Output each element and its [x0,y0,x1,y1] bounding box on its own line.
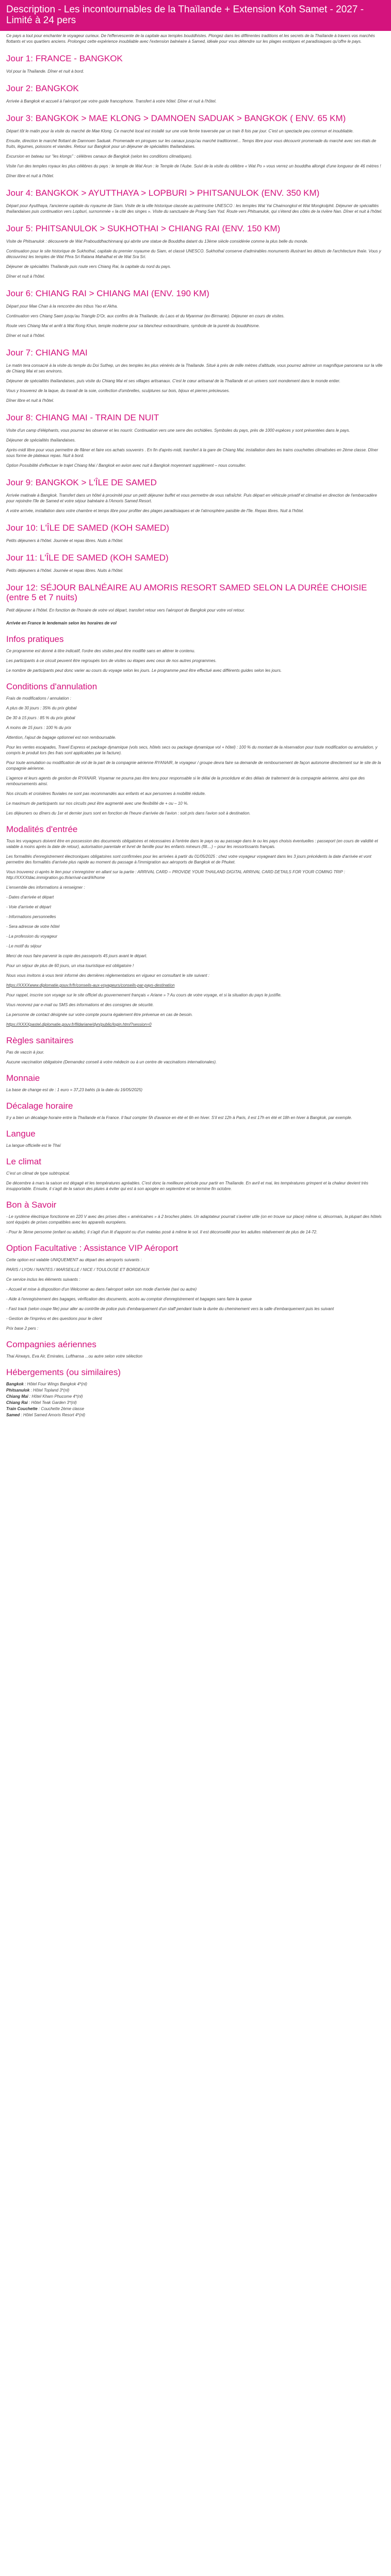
hotel-city: Bangkok [6,1382,24,1386]
day-paragraph: Continuation pour le site historique de Sukhothaï, capitale du premier royaume du Siam, et classé UNESCO. Sukhothaï conserve d'admirables monuments illustrant les débuts de l'architecture thaïe. Vous y découvrirez les temples de Wat Phra Sri Ratana Mahathat et de Wat Sra Sri. [6,249,381,259]
hotels-list [6,1381,385,1418]
day-paragraph: Vol pour la Thaïlande. Dîner et nuit à bord. [6,69,84,74]
arrival-note: Arrivée en France le lendemain selon les horaires de vol [6,621,117,625]
hotel-row [6,1381,385,1387]
section-title: Décalage horaire [6,1101,73,1111]
external-link[interactable]: https://XXXXwww.diplomatie.gouv.fr/fr/conseils-aux-voyageurs/conseils-par-pays-destination [6,983,175,988]
section-paragraph: - Informations personnelles [6,914,56,919]
day-paragraph: Arrivée à Bangkok et accueil à l'aéroport par votre guide francophone. Transfert à votre hôtel. Dîner et nuit à l'hôtel. [6,99,217,104]
info-sections [6,634,385,1359]
content [0,33,391,1418]
day-paragraph: Déjeuner de spécialités Thaïlande puis route vers Chiang Rai, la capitale du nord du pays. [6,264,171,269]
hotel-city: Samed [6,1413,20,1417]
day-paragraph: Petits déjeuners à l'hôtel. Journée et repas libres. Nuits à l'hôtel. [6,568,124,573]
day-title: Jour 10: L'ÎLE DE SAMED (KOH SAMED) [6,523,169,533]
day-paragraph: Arrivée matinale à Bangkok. Transfert dans un hôtel à proximité pour un petit déjeuner buffet et vous permettre de vous rafraîchir. Puis départ en véhicule privatif et climatisé en direction de l'embarcadère pour rejoindre l'île de Samed et votre séjour balnéaire à l'Amoris Samed Resort. [6,493,377,503]
section-paragraph: - Accueil et mise à disposition d'un Welcomer au dans l'aéroport selon son mode d'arrivée (taxi ou autre) [6,1287,197,1292]
hotel-city: Phitsanulok [6,1388,30,1393]
external-link[interactable]: https://XXXXpastel.diplomatie.gouv.fr/fildariane/dyn/public/login.html?session=0 [6,1022,152,1027]
day-paragraph: Déjeuner de spécialités thaïlandaises, puis visite du Chiang Mai et ses villages artisanaux. C'est le cœur artisanal de la Thaïlande et un univers sont mondement dans le monde entier. [6,379,340,383]
section-paragraph: - La profession du voyageur [6,934,58,939]
itinerary [6,54,385,613]
day-paragraph: Visite l'un des temples royaux les plus célèbres du pays : le temple de Wat Arun : le Temple de l'Aube. Suivi de la visite du célèbre « Wat Po » vous verrez un bouddha allongé d'une longueur de 46 mètres ! [6,164,381,168]
day-title: Jour 8: CHIANG MAI - TRAIN DE NUIT [6,413,159,422]
day-paragraph: Dîner libre et nuit à l'hôtel. [6,174,54,178]
section-title: Compagnies aériennes [6,1340,96,1349]
day-title: Jour 9: BANGKOK > L'ÎLE DE SAMED [6,478,157,487]
hotels-title: Hébergements (ou similaires) [6,1367,121,1377]
day-paragraph: Excursion en bateau sur "les klongs" : célèbres canaux de Bangkok (selon les conditions climatiques). [6,154,192,159]
day-paragraph: Petits déjeuners à l'hôtel. Journée et repas libres. Nuits à l'hôtel. [6,538,124,543]
hotel-city: Chiang Mai [6,1394,28,1399]
section-paragraph: - Le système électrique fonctionne en 220 V avec des prises dites « américaines » à 2 broches plates. Un adaptateur pourrait s'avérer utile (on en trouve sur place) même si, désormais, la plupart des hôtels sont équipés de prises compatibles avec les appareils européens. [6,1214,382,1225]
section-paragraph: Merci de nous faire parvenir la copie des passeports 45 jours avant le départ. [6,954,148,958]
hotel-row [6,1406,385,1412]
section-paragraph: - Aide à l'enregistrement des bagages, vérification des documents, accès au comptoir d'enregistrement et bagages sans faire la queue [6,1297,252,1301]
day-paragraph: Visite de Phitsanulok : découverte de Wat Prabouddhachinnaraj qui abrite une statue de Bouddha datant du 13ème siècle considérée comme la plus belle du monde. [6,239,308,244]
day-paragraph: Vous y trouverez de la laque, du travail de la soie, confection d'ombrelles, sculptures sur bois, bijoux et pierres précieuses. [6,388,230,393]
section-title: Règles sanitaires [6,1036,74,1045]
section-title: Conditions d'annulation [6,682,97,691]
section-paragraph: Ce programme est donné à titre indicatif, l'ordre des visites peut être modifié sans en altérer le contenu. [6,649,196,653]
section-paragraph: Frais de modifications / annulation : [6,696,71,701]
day-title: Jour 5: PHITSANULOK > SUKHOTHAI > CHIANG RAI (ENV. 150 KM) [6,224,281,233]
day-title: Jour 7: CHIANG MAI [6,348,88,358]
section-title: Le climat [6,1157,42,1166]
section-paragraph: Pour rappel, inscrire son voyage sur le site officiel du gouvernement français « Ariane » ? Au cours de votre voyage, et si la situation du pays le justifie. [6,993,282,997]
hotel-separator: : [28,1394,32,1399]
day-paragraph: Ensuite, direction le marché flottant de Damnoen Saduak. Promenade en pirogues sur les canaux jusqu'au marché traditionnel... Temps libre pour vous découvrir promenade du marché avec ses étals de fruits, légumes, poissons et viandes. Retour sur Bangkok pour un déjeuner de spécialités thaïlandaises. [6,139,377,149]
section-paragraph: L'agence et leurs agents de gestion de RYANAIR. Voyamar ne pourra pas être tenu pour responsable si le délai de la procédure et des délais de traitement de la compagnie aérienne, ainsi que des remboursements ainsi. [6,776,365,786]
section-paragraph: Thai Airways, Eva Air, Emirates, Lufthansa ...ou autre selon votre sélection [6,1354,142,1359]
hotel-row [6,1394,385,1400]
section-paragraph: C'est un climat de type subtropical. [6,1171,70,1176]
section-paragraph: Pas de vaccin à jour. [6,1050,44,1055]
section-paragraph: - Fast track (selon coupe file) pour aller au contrôle de police puis d'embarquement d'un staff pendant toute la durée du cheminement vers la salle d'embarquement puis les suivant [6,1307,334,1311]
section-paragraph: De décembre à mars la saison est dégagé et les températures agréables. C'est donc la meilleure période pour partir en Thaïlande. En avril et mai, les températures grimpent et la chaleur devient très insupportable. Ensuite, il s'agit de la saison des pluies à éviter qui est à son apogée en septembre et se termine fin octobre. [6,1181,368,1191]
section-paragraph: Le maximum de participants sur nos circuits peut être augmenté avec une flexibilité de + ou – 10 %. [6,801,189,806]
section-paragraph: La base de change est de : 1 euro = 37,23 bahts (à la date du 16/05/2025) [6,1088,142,1092]
day-title: Jour 6: CHIANG RAI > CHIANG MAI (ENV. 190 KM) [6,289,209,298]
section-title: Bon à Savoir [6,1200,57,1210]
section-paragraph: Cette option est valable UNIQUEMENT au départ des aéroports suivants : [6,1258,142,1262]
section-paragraph: - Gestion de l'imprévu et des questions pour le client [6,1316,102,1321]
hotel-separator: : [37,1406,41,1411]
day-paragraph: Dîner et nuit à l'hôtel. [6,333,45,338]
section-paragraph: Les participants à ce circuit peuvent être regroupés lors de visites ou étapes avec ceux de nos autres programmes. [6,658,217,663]
section-paragraph: Les formalités d'enregistrement électroniques obligatoires sont confirmées pour les arrivées à partir du 01/05/2025 : chez votre voyageur voyageant dans les 3 jours précédents la date d'arrivée et vont permettre des formalités d'arrivée plus rapide au moment du passage à l'immigration aux aéroports de Bangkok et de Phuket. [6,854,371,865]
section-paragraph: Pour un séjour de plus de 60 jours, un visa touristique est obligatoire ! [6,963,134,968]
day-title: Jour 4: BANGKOK > AYUTTHAYA > LOPBURI > PHITSANULOK (ENV. 350 KM) [6,188,320,198]
day-paragraph: Départ tôt le matin pour la visite du marché de Mae Klong. Ce marché local est installé sur une voie ferrée traversée par un train 8 fois par jour. C'est un spectacle peu commun et inoubliable. [6,129,354,133]
day-title: Jour 12: SÉJOUR BALNÉAIRE AU AMORIS RESORT SAMED SELON LA DURÉE CHOISIE (entre 5 et 7 nuits) [6,583,367,602]
day-title: Jour 1: FRANCE - BANGKOK [6,54,123,63]
section-paragraph: Il y a bien un décalage horaire entre la Thaïlande et la France. Il faut compter 5h d'avance en été et 6h en hiver. S'il est 12h à Paris, il est 17h en été et 18h en hiver à Bangkok, par exemple. [6,1115,352,1120]
section-title: Modalités d'entrée [6,824,78,834]
page-title: Description - Les incontournables de la Thaïlande + Extension Koh Samet - 2027 - Limité à 24 pers [0,0,391,31]
section-paragraph: Ce service inclus les éléments suivants : [6,1277,80,1282]
section-paragraph: Pour toute annulation ou modification de vol de la part de la compagnie aérienne RYANAIR, le voyageur / groupe devra faire sa demande de remboursement de façon autonome directement sur le site de la compagnie aérienne. [6,760,381,771]
section-paragraph: La langue officielle est le Thaï [6,1143,61,1148]
section-paragraph: De 30 à 15 jours : 85 % du prix global [6,716,75,720]
section-title: Langue [6,1129,36,1139]
hotel-separator: : [23,1382,27,1386]
day-paragraph: Après-midi libre pour vous permettre de flâner et faire vos achats souvenirs . En fin d'après-midi, transfert à la gare de Chiang Mai, installation dans les trains couchettes climatisées en 2ème classe. Dîner sous forme de plateaux repas. Nuit à bord. [6,448,378,458]
hotel-name: Couchette 2ème classe [41,1406,85,1411]
hotel-name: Hôtel Samed Amoris Resort 4*(nl) [23,1413,86,1417]
hotel-separator: : [20,1413,23,1417]
day-paragraph: Route vers Chiang Mai et arrêt à Wat Rong Khun, temple moderne pour sa blancheur extraordinaire, symbole de la pureté du bouddhisme. [6,324,260,328]
section-paragraph: Le nombre de participants peut donc varier au cours du voyage selon les jours. Le programme peut être effectué avec différents guides selon les jours. [6,668,282,673]
section-paragraph: - Sera adresse de votre hôtel [6,924,60,929]
section-paragraph: A moins de 15 jours : 100 % du prix [6,725,71,730]
hotel-city: Train Couchette [6,1406,38,1411]
section-paragraph: PARIS / LYON / NANTES / MARSEILLE / NICE / TOULOUSE ET BORDEAUX [6,1267,150,1272]
hotel-name: Hôtel Kham Phucome 4*(nl) [31,1394,83,1399]
hotel-name: Hôtel Four Wings Bangkok 4*(nl) [27,1382,87,1386]
day-paragraph: Dîner libre et nuit à l'hôtel. [6,398,54,403]
intro-text: Ce pays a tout pour enchanter le voyageur curieux. De l'effervescente de la capitale aux temples bouddhistes. Plongez dans les différentes traditions et les secrets de la Thaïlande à travers vos marchés flottants et vos quartiers anciens. Prolongez cette expérience inoubliable avec l'extension balnéaire à Samed, idéale pour vous détendre sur les plages exotiques et paradisiaques qu'offre le pays. [6,33,375,44]
section-paragraph: - Le motif du séjour [6,944,42,948]
section-paragraph: Aucune vaccination obligatoire (Demandez conseil à votre médecin ou à un centre de vaccinations internationales). [6,1060,217,1064]
section-title: Option Facultative : Assistance VIP Aéroport [6,1243,178,1253]
section-title: Infos pratiques [6,634,64,644]
day-paragraph: Déjeuner de spécialités thaïlandaises. [6,438,76,443]
section-paragraph: Vous recevrez par e-mail ou SMS des informations et des consignes de sécurité. [6,1003,154,1007]
hotel-name: Hôtel Topland 3*(nl) [33,1388,70,1393]
hotel-separator: : [27,1400,31,1405]
day-title: Jour 2: BANGKOK [6,83,79,93]
section-paragraph: L'ensemble des informations à renseigner : [6,885,85,890]
hotel-separator: : [29,1388,34,1393]
day-paragraph: A votre arrivée, installation dans votre chambre et temps libre pour profiter des plages paradisiaques et de l'atmosphère paisible de l'île. Repas libres. Nuit à l'hôtel. [6,509,304,513]
hotel-city: Chiang Rai [6,1400,28,1405]
section-paragraph: Nous vous invitons à vous tenir informé des dernières réglementations en vigueur en consultant le site suivant : [6,973,209,978]
section-paragraph: - Voie d'arrivée et départ [6,905,52,909]
section-paragraph: Attention, l'ajout de bagage optionnel est non remboursable. [6,735,117,740]
hotel-row [6,1387,385,1394]
day-paragraph: Le matin tera consacré à la visite du temple du Doi Suthep, un des temples les plus vénérés de la Thaïlande. Situé à près de mille mètres d'altitude, vous pourrez admirer un magnifique panorama sur la ville de Chiang Mai et ses environs. [6,363,383,374]
section-paragraph: - Dates d'arrivée et départ [6,895,54,900]
hotel-row [6,1400,385,1406]
section-paragraph: Nos circuits et croisières fluviales ne sont pas recommandés aux enfants et aux personnes à mobilité réduite. [6,791,206,796]
day-title: Jour 11: L'ÎLE DE SAMED (KOH SAMED) [6,553,169,563]
day-paragraph: Départ pour Mae Chan à la rencontre des tribus Yao et Akha. [6,304,118,309]
section-paragraph: Tous les voyageurs doivent être en possession des documents obligatoires et nécessaires à l'entrée dans le pays ou au passage dans le ou les pays choisis éventuelles : passeport (en cours de validité et valable à moins après la date de retour), autorisation parentale et livret de famille pour les enfants mineurs (fill....) – pour les ressortissants français. [6,839,378,849]
day-paragraph: Dîner et nuit à l'hôtel. [6,274,45,279]
hotel-row [6,1412,385,1418]
section-paragraph: - Pour le 3ème personne (enfant ou adulte), il s'agit d'un lit d'appoint ou d'un matelas posé à même le sol. Il est déconseillé pour les adultes relativement de plus de 14-72. [6,1230,318,1234]
hotel-name: Hôtel Teak Garden 3*(nl) [31,1400,77,1405]
day-paragraph: Option Possibilité d'effectuer le trajet Chiang Mai / Bangkok en avion avec nuit à Bangkok moyennant supplément – nous consulter. [6,463,247,468]
day-paragraph: Continuation vers Chiang Saen jusqu'au Triangle D'Or, aux confins de la Thaïlande, du Laos et du Myanmar (ex-Birmanie). Déjeuner en cours de visites. [6,314,285,318]
day-paragraph: Visite d'un camp d'éléphants, vous pourrez les observer et les nourrir. Continuation vers une serre des orchidées. Symboles du pays, près de 1000 espèces y sont présentées dans le pays. [6,428,350,433]
day-paragraph: Petit déjeuner à l'hôtel. En fonction de l'horaire de votre vol départ, transfert retour vers l'aéroport de Bangkok pour votre vol retour. [6,608,246,613]
day-paragraph: Départ pour Ayutthaya, l'ancienne capitale du royaume de Siam. Visite de la ville historique classée au patrimoine UNESCO : les temples Wat Yai Chaimongkol et Wat Mongkolphit. Déjeuner de spécialités thaïlandaises puis continuation vers Lopburi, surnommée « la cité des singes ». Visite du sanctuaire de Prang Sam Yod. Route vers Phitsanulok, qui s'étend des côtés de la rivière Nan. Dîner et nuit à l'hôtel. [6,204,382,214]
section-paragraph: A plus de 30 jours : 35% du prix global [6,706,77,710]
section-paragraph: La personne de contact désignée sur votre compte pourra également être prévenue en cas de besoin. [6,1012,193,1017]
section-paragraph: Pour les ventes escapades, Travel Express et package dynamique (vols secs, hôtels secs ou package dynamique vol + hôtel) : 100 % du montant de la réservation pour toute modification ou annulation, y compris le produit lors (les frais sont applicables par la facture). [6,745,378,755]
section-paragraph: Prix base 2 pers : [6,1326,39,1331]
section-paragraph: Les déjeuners ou dîners du 1er et dernier jours sont en fonction de l'heure d'arrivée de l'avion : soit pris dans l'avion soit à destination. [6,811,251,816]
section-paragraph: Vous trouverez ci-après le lien pour s'enregistrer en allant sur la partie : ARRIVAL CARD – PROVIDE YOUR THAILAND DIGITAL ARRIVAL CARD DETAILS FOR YOUR COMING TRIP : http://XXXXtdac.immigration.go.th/arrival-card/#/home [6,870,345,880]
day-title: Jour 3: BANGKOK > MAE KLONG > DAMNOEN SADUAK > BANGKOK ( ENV. 65 KM) [6,113,346,123]
section-title: Monnaie [6,1073,40,1083]
